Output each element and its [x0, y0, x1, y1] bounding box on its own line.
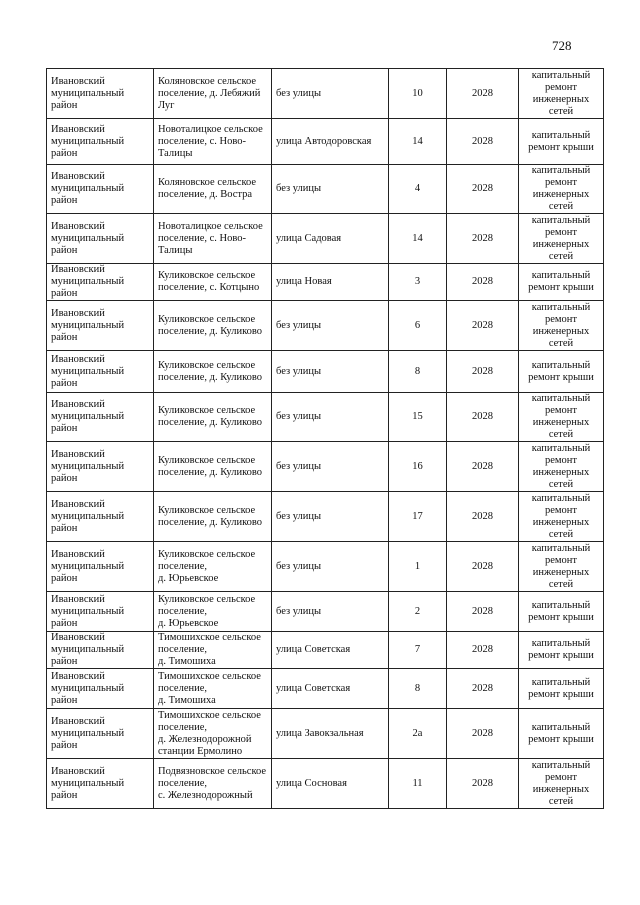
- house-number-cell: 14: [389, 119, 447, 165]
- district-cell: Ивановский муниципальный район: [47, 759, 154, 809]
- settlement-cell: Куликовское сельское поселение, д. Куликово: [154, 492, 272, 542]
- street-cell: без улицы: [272, 301, 389, 351]
- work-type-cell: капитальный ремонт крыши: [519, 264, 604, 301]
- district-cell: Ивановский муниципальный район: [47, 165, 154, 214]
- table-row: [47, 442, 604, 492]
- table-row: [47, 264, 604, 301]
- street-cell: без улицы: [272, 542, 389, 592]
- table-row: [47, 301, 604, 351]
- table-row: [47, 759, 604, 809]
- house-number-cell: 4: [389, 165, 447, 214]
- year-cell: 2028: [447, 492, 519, 542]
- street-cell: без улицы: [272, 69, 389, 119]
- settlement-cell: Куликовское сельское поселение, д. Юрьевское: [154, 542, 272, 592]
- settlement-cell: Подвязновское сельское поселение, с. Железнодорожный: [154, 759, 272, 809]
- district-cell: Ивановский муниципальный район: [47, 301, 154, 351]
- year-cell: 2028: [447, 632, 519, 669]
- settlement-cell: Куликовское сельское поселение, д. Юрьевское: [154, 592, 272, 632]
- house-number-cell: 15: [389, 393, 447, 442]
- table-row: [47, 351, 604, 393]
- year-cell: 2028: [447, 165, 519, 214]
- year-cell: 2028: [447, 592, 519, 632]
- house-number-cell: 7: [389, 632, 447, 669]
- table-row: [47, 542, 604, 592]
- year-cell: 2028: [447, 669, 519, 709]
- street-cell: улица Советская: [272, 669, 389, 709]
- work-type-cell: капитальный ремонт крыши: [519, 669, 604, 709]
- house-number-cell: 14: [389, 214, 447, 264]
- district-cell: Ивановский муниципальный район: [47, 214, 154, 264]
- page-number: 728: [552, 38, 572, 53]
- year-cell: 2028: [447, 301, 519, 351]
- work-type-cell: капитальный ремонт инженерных сетей: [519, 492, 604, 542]
- settlement-cell: Куликовское сельское поселение, с. Котцыно: [154, 264, 272, 301]
- table-row: [47, 709, 604, 759]
- table-row: [47, 119, 604, 165]
- work-type-cell: капитальный ремонт крыши: [519, 592, 604, 632]
- house-number-cell: 1: [389, 542, 447, 592]
- work-type-cell: капитальный ремонт крыши: [519, 119, 604, 165]
- table-row: [47, 669, 604, 709]
- table-row: [47, 393, 604, 442]
- year-cell: 2028: [447, 214, 519, 264]
- house-number-cell: 3: [389, 264, 447, 301]
- year-cell: 2028: [447, 442, 519, 492]
- year-cell: 2028: [447, 119, 519, 165]
- house-number-cell: 6: [389, 301, 447, 351]
- work-type-cell: капитальный ремонт инженерных сетей: [519, 69, 604, 119]
- table-row: [47, 214, 604, 264]
- street-cell: улица Садовая: [272, 214, 389, 264]
- settlement-cell: Куликовское сельское поселение, д. Куликово: [154, 351, 272, 393]
- house-number-cell: 2а: [389, 709, 447, 759]
- district-cell: Ивановский муниципальный район: [47, 119, 154, 165]
- work-type-cell: капитальный ремонт инженерных сетей: [519, 759, 604, 809]
- district-cell: Ивановский муниципальный район: [47, 632, 154, 669]
- table-row: [47, 165, 604, 214]
- settlement-cell: Тимошихское сельское поселение, д. Тимошиха: [154, 669, 272, 709]
- house-number-cell: 16: [389, 442, 447, 492]
- year-cell: 2028: [447, 542, 519, 592]
- table-row: [47, 69, 604, 119]
- settlement-cell: Коляновское сельское поселение, д. Лебяжий Луг: [154, 69, 272, 119]
- district-cell: Ивановский муниципальный район: [47, 709, 154, 759]
- year-cell: 2028: [447, 393, 519, 442]
- district-cell: Ивановский муниципальный район: [47, 442, 154, 492]
- table-row: [47, 492, 604, 542]
- work-type-cell: капитальный ремонт инженерных сетей: [519, 393, 604, 442]
- street-cell: без улицы: [272, 393, 389, 442]
- settlement-cell: Куликовское сельское поселение, д. Куликово: [154, 442, 272, 492]
- year-cell: 2028: [447, 759, 519, 809]
- district-cell: Ивановский муниципальный район: [47, 351, 154, 393]
- table-row: [47, 632, 604, 669]
- street-cell: улица Автодоровская: [272, 119, 389, 165]
- settlement-cell: Коляновское сельское поселение, д. Востра: [154, 165, 272, 214]
- district-cell: Ивановский муниципальный район: [47, 542, 154, 592]
- year-cell: 2028: [447, 69, 519, 119]
- street-cell: без улицы: [272, 492, 389, 542]
- settlement-cell: Куликовское сельское поселение, д. Куликово: [154, 393, 272, 442]
- housing-repair-table: [46, 68, 604, 809]
- street-cell: улица Новая: [272, 264, 389, 301]
- street-cell: без улицы: [272, 592, 389, 632]
- work-type-cell: капитальный ремонт инженерных сетей: [519, 214, 604, 264]
- district-cell: Ивановский муниципальный район: [47, 264, 154, 301]
- street-cell: улица Советская: [272, 632, 389, 669]
- year-cell: 2028: [447, 351, 519, 393]
- district-cell: Ивановский муниципальный район: [47, 492, 154, 542]
- work-type-cell: капитальный ремонт инженерных сетей: [519, 542, 604, 592]
- table-row: [47, 592, 604, 632]
- district-cell: Ивановский муниципальный район: [47, 393, 154, 442]
- house-number-cell: 11: [389, 759, 447, 809]
- district-cell: Ивановский муниципальный район: [47, 69, 154, 119]
- work-type-cell: капитальный ремонт крыши: [519, 351, 604, 393]
- district-cell: Ивановский муниципальный район: [47, 592, 154, 632]
- settlement-cell: Тимошихское сельское поселение, д. Железнодорожной станции Ермолино: [154, 709, 272, 759]
- year-cell: 2028: [447, 264, 519, 301]
- settlement-cell: Тимошихское сельское поселение, д. Тимошиха: [154, 632, 272, 669]
- house-number-cell: 10: [389, 69, 447, 119]
- house-number-cell: 8: [389, 351, 447, 393]
- house-number-cell: 17: [389, 492, 447, 542]
- work-type-cell: капитальный ремонт инженерных сетей: [519, 442, 604, 492]
- street-cell: без улицы: [272, 165, 389, 214]
- work-type-cell: капитальный ремонт инженерных сетей: [519, 165, 604, 214]
- house-number-cell: 8: [389, 669, 447, 709]
- settlement-cell: Новоталицкое сельское поселение, с. Ново-Талицы: [154, 214, 272, 264]
- house-number-cell: 2: [389, 592, 447, 632]
- settlement-cell: Новоталицкое сельское поселение, с. Ново-Талицы: [154, 119, 272, 165]
- year-cell: 2028: [447, 709, 519, 759]
- street-cell: без улицы: [272, 442, 389, 492]
- street-cell: улица Сосновая: [272, 759, 389, 809]
- work-type-cell: капитальный ремонт крыши: [519, 632, 604, 669]
- work-type-cell: капитальный ремонт крыши: [519, 709, 604, 759]
- settlement-cell: Куликовское сельское поселение, д. Куликово: [154, 301, 272, 351]
- street-cell: улица Завокзальная: [272, 709, 389, 759]
- district-cell: Ивановский муниципальный район: [47, 669, 154, 709]
- street-cell: без улицы: [272, 351, 389, 393]
- work-type-cell: капитальный ремонт инженерных сетей: [519, 301, 604, 351]
